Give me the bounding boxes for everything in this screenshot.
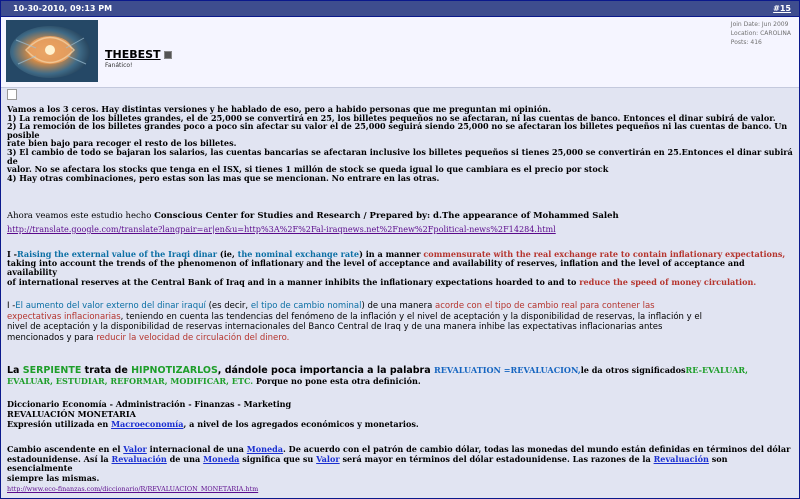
macroeconomia-link[interactable]: Macroeconomía [111, 419, 184, 429]
line: valor. No se afectara los stocks que tenga en el ISX, si tienes 1 millón de stock se queda igual lo que cambiara es el precio por stock [7, 164, 609, 175]
join-date: Join Date: Jun 2009 [730, 21, 789, 28]
post-count: Posts: 416 [730, 39, 762, 46]
online-status-icon [164, 51, 172, 59]
post-icon [7, 89, 17, 100]
moneda-link[interactable]: Moneda [246, 444, 284, 454]
revaluacion-link[interactable]: Revaluación [653, 453, 709, 464]
eco-finanzas-link[interactable]: http://www.eco-finanzas.com/diccionario/R/REVALUACION_MONETARIA.htm [7, 485, 259, 493]
paragraph-diccionario: Diccionario Economía - Administración - Finanzas - Marketing REVALUACIÓN MONETARIA Expresión utilizada en Macroeconomía, a nivel de los agregados económicos y monetarios. [7, 399, 419, 429]
username-link[interactable]: THEBEST [105, 48, 172, 61]
avatar[interactable] [6, 20, 98, 82]
paragraph-spanish: I -El aumento del valor externo del dinar iraquí (es decir, el tipo de cambio nominal) de una manera acorde con el tipo de cambio real para contener las expectativas inflacionarias, teniendo en cuenta las tendencias del fenómeno de la inflación y el nivel de aceptación y la disponibilidad de reservas, la inflación y el nivel de aceptación y la disponibilidad de reservas internacionales del Banco Central de Iraq y de una manera inhibe las expectativas inflacionarias antes mencionados y para reducir la velocidad de circulación del dinero. [7, 301, 702, 343]
user-info [1, 17, 799, 88]
translate-link[interactable]: http://translate.google.com/translate?langpair=ar|en&u=http%3A%2F%2Fal-iraqnews.net%2Fnew%2Fpolitical-news%2F14284.html [7, 224, 556, 234]
translate-link-row [7, 224, 556, 234]
moneda-link[interactable]: Moneda [203, 453, 240, 464]
line: Vamos a los 3 ceros. Hay distintas versiones y he hablado de eso, pero a habido personas que me preguntan mi opinión. [7, 104, 551, 114]
line: 3) El cambio de todo se bajaran los salarios, las cuentas bancarias se afectaran inclusive los billetes pequeños si tienes 25,000 se convertirán en 25.Entonces el dinar subirá de [7, 146, 793, 166]
post-date: 10-30-2010, 09:13 PM [13, 4, 113, 13]
line: 1) La remoción de los billetes grandes, el de 25,000 se convertirá en 25, los billetes pequeños no se afectaran, ni las cuentas de banco. Entonces el dinar subirá de valor. [7, 112, 776, 123]
post-header [1, 1, 799, 17]
post-number-link[interactable]: #15 [773, 4, 791, 13]
line: 4) Hay otras combinaciones, pero estas son las mas que se mencionan. No entrare en las otras. [7, 172, 440, 183]
paragraph-ceros [7, 105, 793, 182]
paragraph-english: I -Raising the external value of the Iraqi dinar (ie, the nominal exchange rate) in a manner commensurate with the real exchange rate to contain inflationary expectations, taking into account the trends of the phenomenon of inflationary and the level of acceptance and availability of reserves, inflation and the level of acceptance and availability of international reserves at the Central Bank of Iraq and in a manner inhibits the inflationary expectations hoarded to and to reduce the speed of money circulation. [7, 249, 786, 287]
valor-link[interactable]: Valor [123, 444, 147, 454]
paragraph-serpiente: La SERPIENTE trata de HIPNOTIZARLOS, dándole poca importancia a la palabra REVALUATION =REVALUACION,le da otros significadosRE-EVALUAR, EVALUAR, ESTUDIAR, REFORMAR, MODIFICAR, ETC. Porque no pone esta otra definición. [7, 365, 748, 386]
line: 2) La remoción de los billetes grandes poco a poco sin afectar su valor el de 25,000 seguirá siendo 25,000 no se afectaran los billetes pequeños ni las cuentas de banco. Un posible [7, 121, 788, 140]
eco-finanzas-link-row [7, 485, 258, 493]
valor-link[interactable]: Valor [316, 453, 340, 464]
location: Location: CAROLINA [730, 30, 791, 37]
revaluacion-link[interactable]: Revaluación [111, 453, 167, 464]
user-title: Fanático! [105, 62, 133, 69]
line: rate bien bajo para recoger el resto de los billetes. [7, 138, 237, 149]
paragraph-cambio: Cambio ascendente en el Valor internacional de una Moneda. De acuerdo con el patrón de cambio dólar, todas las monedas del mundo están definidas en términos del dólar estadounidense. Así la Revaluación de una Moneda significa que su Valor será mayor en términos del dólar estadounidense. Las razones de la Revaluación son esencialmente siempre las mismas. [7, 444, 791, 484]
user-stats [731, 20, 791, 47]
paragraph-ahora: Ahora veamos este estudio hecho Conscious Center for Studies and Research / Prepared by: d.The appearance of Mohammed Saleh [7, 211, 619, 221]
